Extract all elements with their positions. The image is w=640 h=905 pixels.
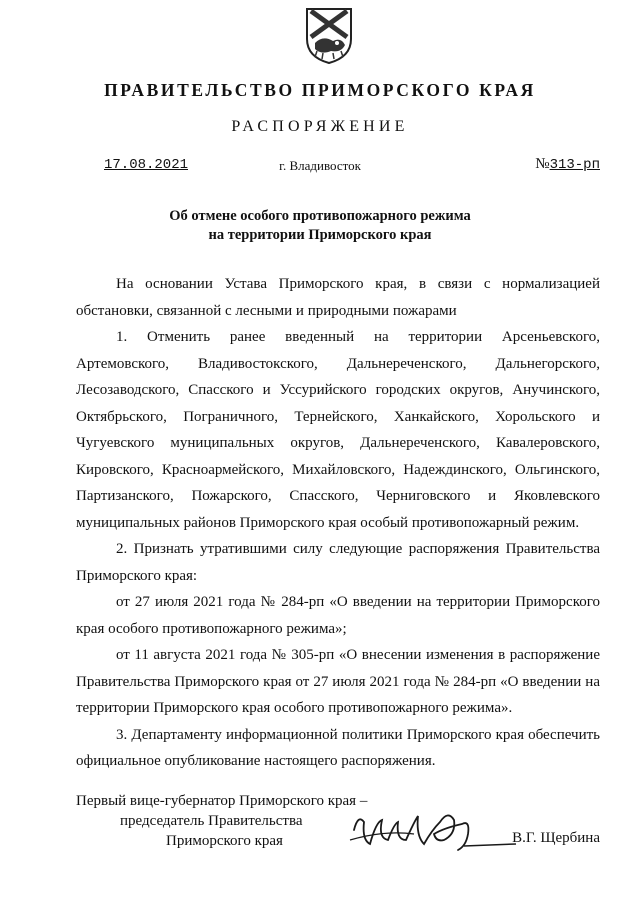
preamble-paragraph: На основании Устава Приморского края, в связи с нормализацией обстановки, связанной с лесными и природными пожарами	[76, 276, 600, 319]
title-line-2: на территории Приморского края	[208, 227, 432, 243]
clause-3-paragraph: 3. Департаменту информационной политики Приморского края обеспечить официальное опубликование настоящего распоряжения.	[76, 726, 600, 769]
document-city: г. Владивосток	[279, 158, 361, 173]
signatory-name: В.Г. Щербина	[512, 830, 600, 846]
position-line-2: председатель Правительства	[120, 813, 303, 829]
coat-of-arms-icon	[303, 5, 355, 65]
position-line-3: Приморского края	[166, 833, 283, 849]
title-line-1: Об отмене особого противопожарного режима	[169, 208, 471, 224]
position-line-1: Первый вице-губернатор Приморского края –	[76, 793, 368, 809]
number-value: 313-рп	[549, 157, 600, 173]
repealed-order-2-paragraph: от 11 августа 2021 года № 305-рп «О внесении изменения в распоряжение Правительства Приморского края от 27 июля 2021 года № 284-рп «О введении на территории Приморского края особого противопожарного режима».	[76, 647, 600, 716]
repealed-order-1-paragraph: от 27 июля 2021 года № 284-рп «О введении на территории Приморского края особого противопожарного режима»;	[76, 594, 600, 637]
document-body	[76, 271, 600, 775]
document-date: 17.08.2021	[104, 157, 189, 173]
clause-2-paragraph: 2. Признать утратившими силу следующие распоряжения Правительства Приморского края:	[76, 541, 600, 584]
organization-name: ПРАВИТЕЛЬСТВО ПРИМОРСКОГО КРАЯ	[104, 80, 536, 100]
document-title	[0, 207, 640, 245]
document-number	[535, 156, 600, 173]
handwritten-signature-icon	[344, 800, 519, 860]
number-prefix: №	[535, 156, 550, 172]
document-type: РАСПОРЯЖЕНИЕ	[231, 118, 409, 135]
clause-1-paragraph: 1. Отменить ранее введенный на территории Арсеньевского, Артемовского, Владивостокского, Дальнереченского, Дальнегорского, Лесозаводского, Спасского и Уссурийского городских округов, Анучинского, Октябрьского, Пограничного, Тернейского, Ханкайского, Хорольского и Чугуевского муниципальных округов, Дальнереченского, Кавалеровского, Кировского, Красноармейского, Михайловского, Надеждинского, Ольгинского, Партизанского, Пожарского, Спасского, Черниговского и Яковлевского муниципальных районов Приморского края особый противопожарный режим.	[76, 329, 600, 531]
signatory-position	[76, 791, 367, 851]
